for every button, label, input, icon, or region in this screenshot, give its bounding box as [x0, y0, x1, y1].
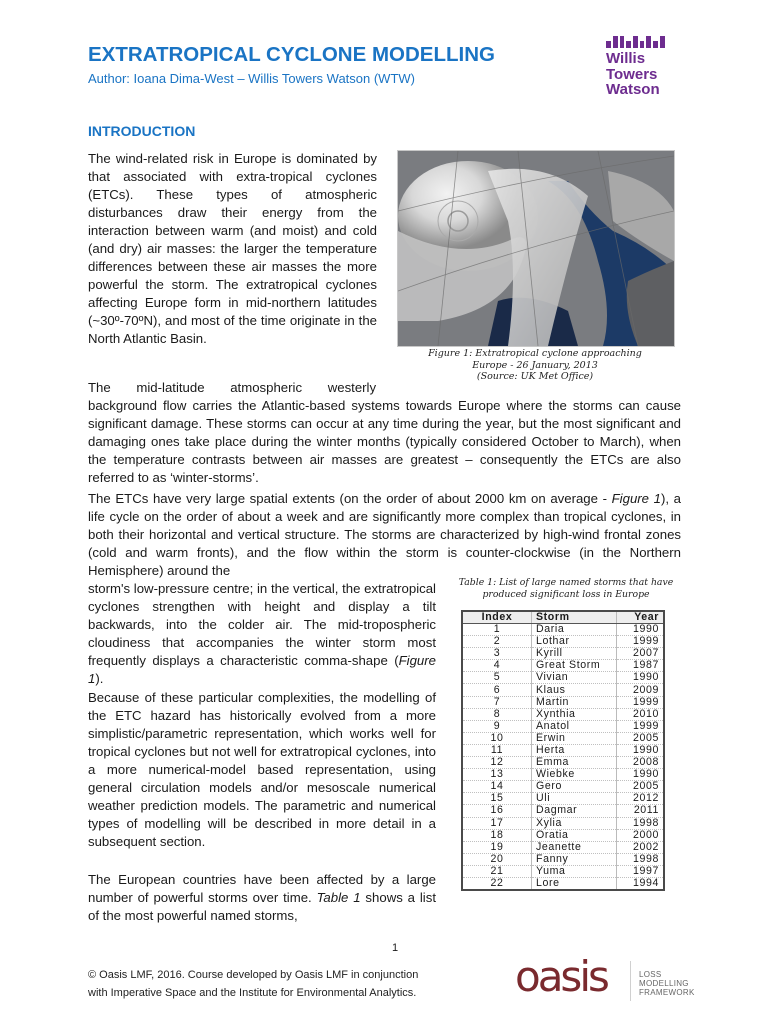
cell-storm: Wiebke [532, 769, 617, 781]
table-row [462, 732, 664, 744]
cell-year: 2012 [617, 793, 665, 805]
table-row [462, 648, 664, 660]
cell-storm: Great Storm [532, 660, 617, 672]
table-row [462, 660, 664, 672]
cell-year: 1990 [617, 744, 665, 756]
table-reference-link[interactable]: Table 1 [316, 890, 361, 905]
cell-year: 2008 [617, 757, 665, 769]
table-row [462, 769, 664, 781]
table-row [462, 841, 664, 853]
cell-year: 2005 [617, 781, 665, 793]
figure-caption [390, 348, 680, 383]
section-heading: INTRODUCTION [88, 123, 196, 139]
cell-year: 1999 [617, 636, 665, 648]
cell-storm: Dagmar [532, 805, 617, 817]
cell-storm: Oratia [532, 829, 617, 841]
cell-index: 6 [462, 684, 532, 696]
cell-index: 8 [462, 708, 532, 720]
cell-year: 1990 [617, 624, 665, 636]
wtw-logo-line: Watson [606, 81, 660, 98]
cell-index: 10 [462, 732, 532, 744]
cell-storm: Lore [532, 877, 617, 890]
cell-storm: Uli [532, 793, 617, 805]
cyclone-satellite-icon [398, 151, 674, 346]
wtw-logo-line: Willis [606, 50, 646, 67]
wtw-bars-icon [606, 36, 676, 48]
cell-index: 22 [462, 877, 532, 890]
table-row [462, 636, 664, 648]
cell-index: 12 [462, 757, 532, 769]
cell-year: 2002 [617, 841, 665, 853]
oasis-lmf-logo [515, 952, 695, 1003]
text-run: ). [95, 671, 104, 686]
figure-caption-line: Figure 1: Extratropical cyclone approaching [428, 348, 642, 359]
cell-year: 1994 [617, 877, 665, 890]
storms-table [461, 610, 665, 891]
cell-year: 1997 [617, 865, 665, 877]
cell-storm: Kyrill [532, 648, 617, 660]
column-header-index: Index [462, 611, 532, 624]
cell-index: 4 [462, 660, 532, 672]
cell-index: 17 [462, 817, 532, 829]
cell-year: 2011 [617, 805, 665, 817]
table-row [462, 684, 664, 696]
cell-index: 14 [462, 781, 532, 793]
cell-storm: Yuma [532, 865, 617, 877]
cell-index: 5 [462, 672, 532, 684]
page-number: 1 [392, 942, 399, 954]
cell-storm: Emma [532, 757, 617, 769]
cell-storm: Lothar [532, 636, 617, 648]
paragraph-westerly-lead: The mid-latitude atmospheric westerly [88, 380, 377, 395]
cell-year: 2005 [617, 732, 665, 744]
table-caption-line: Table 1: List of large named storms that have [458, 577, 674, 588]
footer-copyright [88, 966, 418, 1002]
cell-year: 1999 [617, 696, 665, 708]
table-row [462, 672, 664, 684]
satellite-image-figure [397, 150, 675, 347]
column-header-storm: Storm [532, 611, 617, 624]
cell-index: 11 [462, 744, 532, 756]
wtw-logo-line: Towers [606, 65, 658, 83]
table-row [462, 696, 664, 708]
table-row [462, 877, 664, 890]
text-run: ), a life cycle on the order of about a week and are significantly more complex than tropical cyclones, in both their horizontal and vertical structure. The storms are characterized by high-wind frontal zones (cold and warm fronts), and the flow within the storm is counter-clockwise (in the Northern Hemisphere) around the [88, 491, 681, 578]
table-row [462, 865, 664, 877]
cell-year: 1998 [617, 853, 665, 865]
figure-reference-link[interactable]: Figure 1 [88, 653, 436, 686]
figure-caption-line: (Source: UK Met Office) [476, 371, 594, 382]
oasis-wordmark: oasis [515, 952, 607, 1001]
figure-caption-line: Europe - 26 January, 2013 [472, 359, 598, 371]
paragraph-intro: The wind-related risk in Europe is dominated by that associated with extra-tropical cyclones (ETCs). These types of atmospheric disturbances draw their energy from the interaction between warm (and moist) and cold (and dry) air masses: the larger the temperature differences between these air masses the more powerful the storm. The extratropical cyclones affecting Europe form in mid-northern latitudes (~30º-70ºN), and most of the time originate in the North Atlantic Basin. [88, 151, 377, 346]
table-header-row [462, 611, 664, 624]
table-row [462, 757, 664, 769]
cell-storm: Xylia [532, 817, 617, 829]
cell-index: 19 [462, 841, 532, 853]
cell-storm: Fanny [532, 853, 617, 865]
willis-towers-watson-logo [606, 36, 676, 98]
tagline-line: FRAMEWORK [639, 988, 695, 997]
cell-storm: Herta [532, 744, 617, 756]
oasis-tagline [639, 970, 695, 997]
paragraph-european-storms [88, 871, 436, 925]
cell-year: 1990 [617, 672, 665, 684]
table-row [462, 781, 664, 793]
cell-index: 3 [462, 648, 532, 660]
text-run: storm's low-pressure centre; in the vertical, the extratropical cyclones strengthen with height and display a tilt backwards, into the colder air. The mid-tropospheric cloudiness that accompanies the winter storm most frequently displays a characteristic comma-shape ( [88, 581, 436, 668]
cell-year: 1987 [617, 660, 665, 672]
cell-index: 21 [462, 865, 532, 877]
cell-storm: Erwin [532, 732, 617, 744]
cell-index: 2 [462, 636, 532, 648]
table-row [462, 829, 664, 841]
cell-year: 1998 [617, 817, 665, 829]
table-caption-line: produced significant loss in Europe [482, 589, 650, 600]
cell-year: 2009 [617, 684, 665, 696]
footer-line: © Oasis LMF, 2016. Course developed by Oasis LMF in conjunction [88, 969, 419, 981]
cell-storm: Martin [532, 696, 617, 708]
cell-index: 13 [462, 769, 532, 781]
cell-year: 1990 [617, 769, 665, 781]
document-title: EXTRATROPICAL CYCLONE MODELLING [88, 43, 495, 66]
text-run: The ETCs have very large spatial extents (on the order of about 2000 km on average - [88, 491, 612, 506]
table-caption [452, 577, 680, 601]
cell-index: 7 [462, 696, 532, 708]
logo-divider [630, 961, 631, 1001]
cell-year: 2000 [617, 829, 665, 841]
cell-index: 15 [462, 793, 532, 805]
cell-storm: Anatol [532, 720, 617, 732]
cell-index: 9 [462, 720, 532, 732]
text-run: The European countries have been affected by a large number of powerful storms over time. [88, 872, 436, 905]
cell-storm: Daria [532, 624, 617, 636]
cell-storm: Xynthia [532, 708, 617, 720]
cell-index: 20 [462, 853, 532, 865]
cell-index: 1 [462, 624, 532, 636]
text-run: shows a list of the most powerful named storms, [88, 890, 436, 923]
paragraph-spatial-extent [88, 490, 681, 580]
table-row [462, 793, 664, 805]
table-row [462, 624, 664, 636]
cell-year: 1999 [617, 720, 665, 732]
cell-storm: Klaus [532, 684, 617, 696]
table-row [462, 817, 664, 829]
paragraph-spatial-extent-cont [88, 580, 436, 688]
cell-storm: Gero [532, 781, 617, 793]
cell-year: 2007 [617, 648, 665, 660]
cell-storm: Vivian [532, 672, 617, 684]
table-row [462, 720, 664, 732]
footer-line: with Imperative Space and the Institute for Environmental Analytics. [88, 987, 417, 999]
cell-year: 2010 [617, 708, 665, 720]
cell-storm: Jeanette [532, 841, 617, 853]
tagline-line: LOSS MODELLING [639, 970, 689, 988]
paragraph-modelling: Because of these particular complexities, the modelling of the ETC hazard has historically evolved from a more simplistic/parametric representation, which works well for tropical cyclones but not well for extratropical cyclones, into a more numerical-model based representation, using general circulation models and/or mesoscale numerical weather prediction models. The parametric and numerical types of modelling will be described in more detail in a subsequent section. [88, 690, 436, 849]
figure-reference-link[interactable]: Figure 1 [611, 491, 661, 506]
table-row [462, 744, 664, 756]
column-header-year: Year [617, 611, 665, 624]
table-row [462, 853, 664, 865]
table-row [462, 708, 664, 720]
table-row [462, 805, 664, 817]
author-line: Author: Ioana Dima-West – Willis Towers Watson (WTW) [88, 71, 415, 86]
cell-index: 16 [462, 805, 532, 817]
paragraph-westerly: background flow carries the Atlantic-based systems towards Europe where the storms can cause significant damage. These storms can occur at any time during the year, but the most significant and damaging ones take place during the winter months (typically considered October to March), when the temperature contrasts between air masses are greatest – consequently the ETCs are also referred to as ‘winter-storms’. [88, 398, 681, 485]
cell-index: 18 [462, 829, 532, 841]
